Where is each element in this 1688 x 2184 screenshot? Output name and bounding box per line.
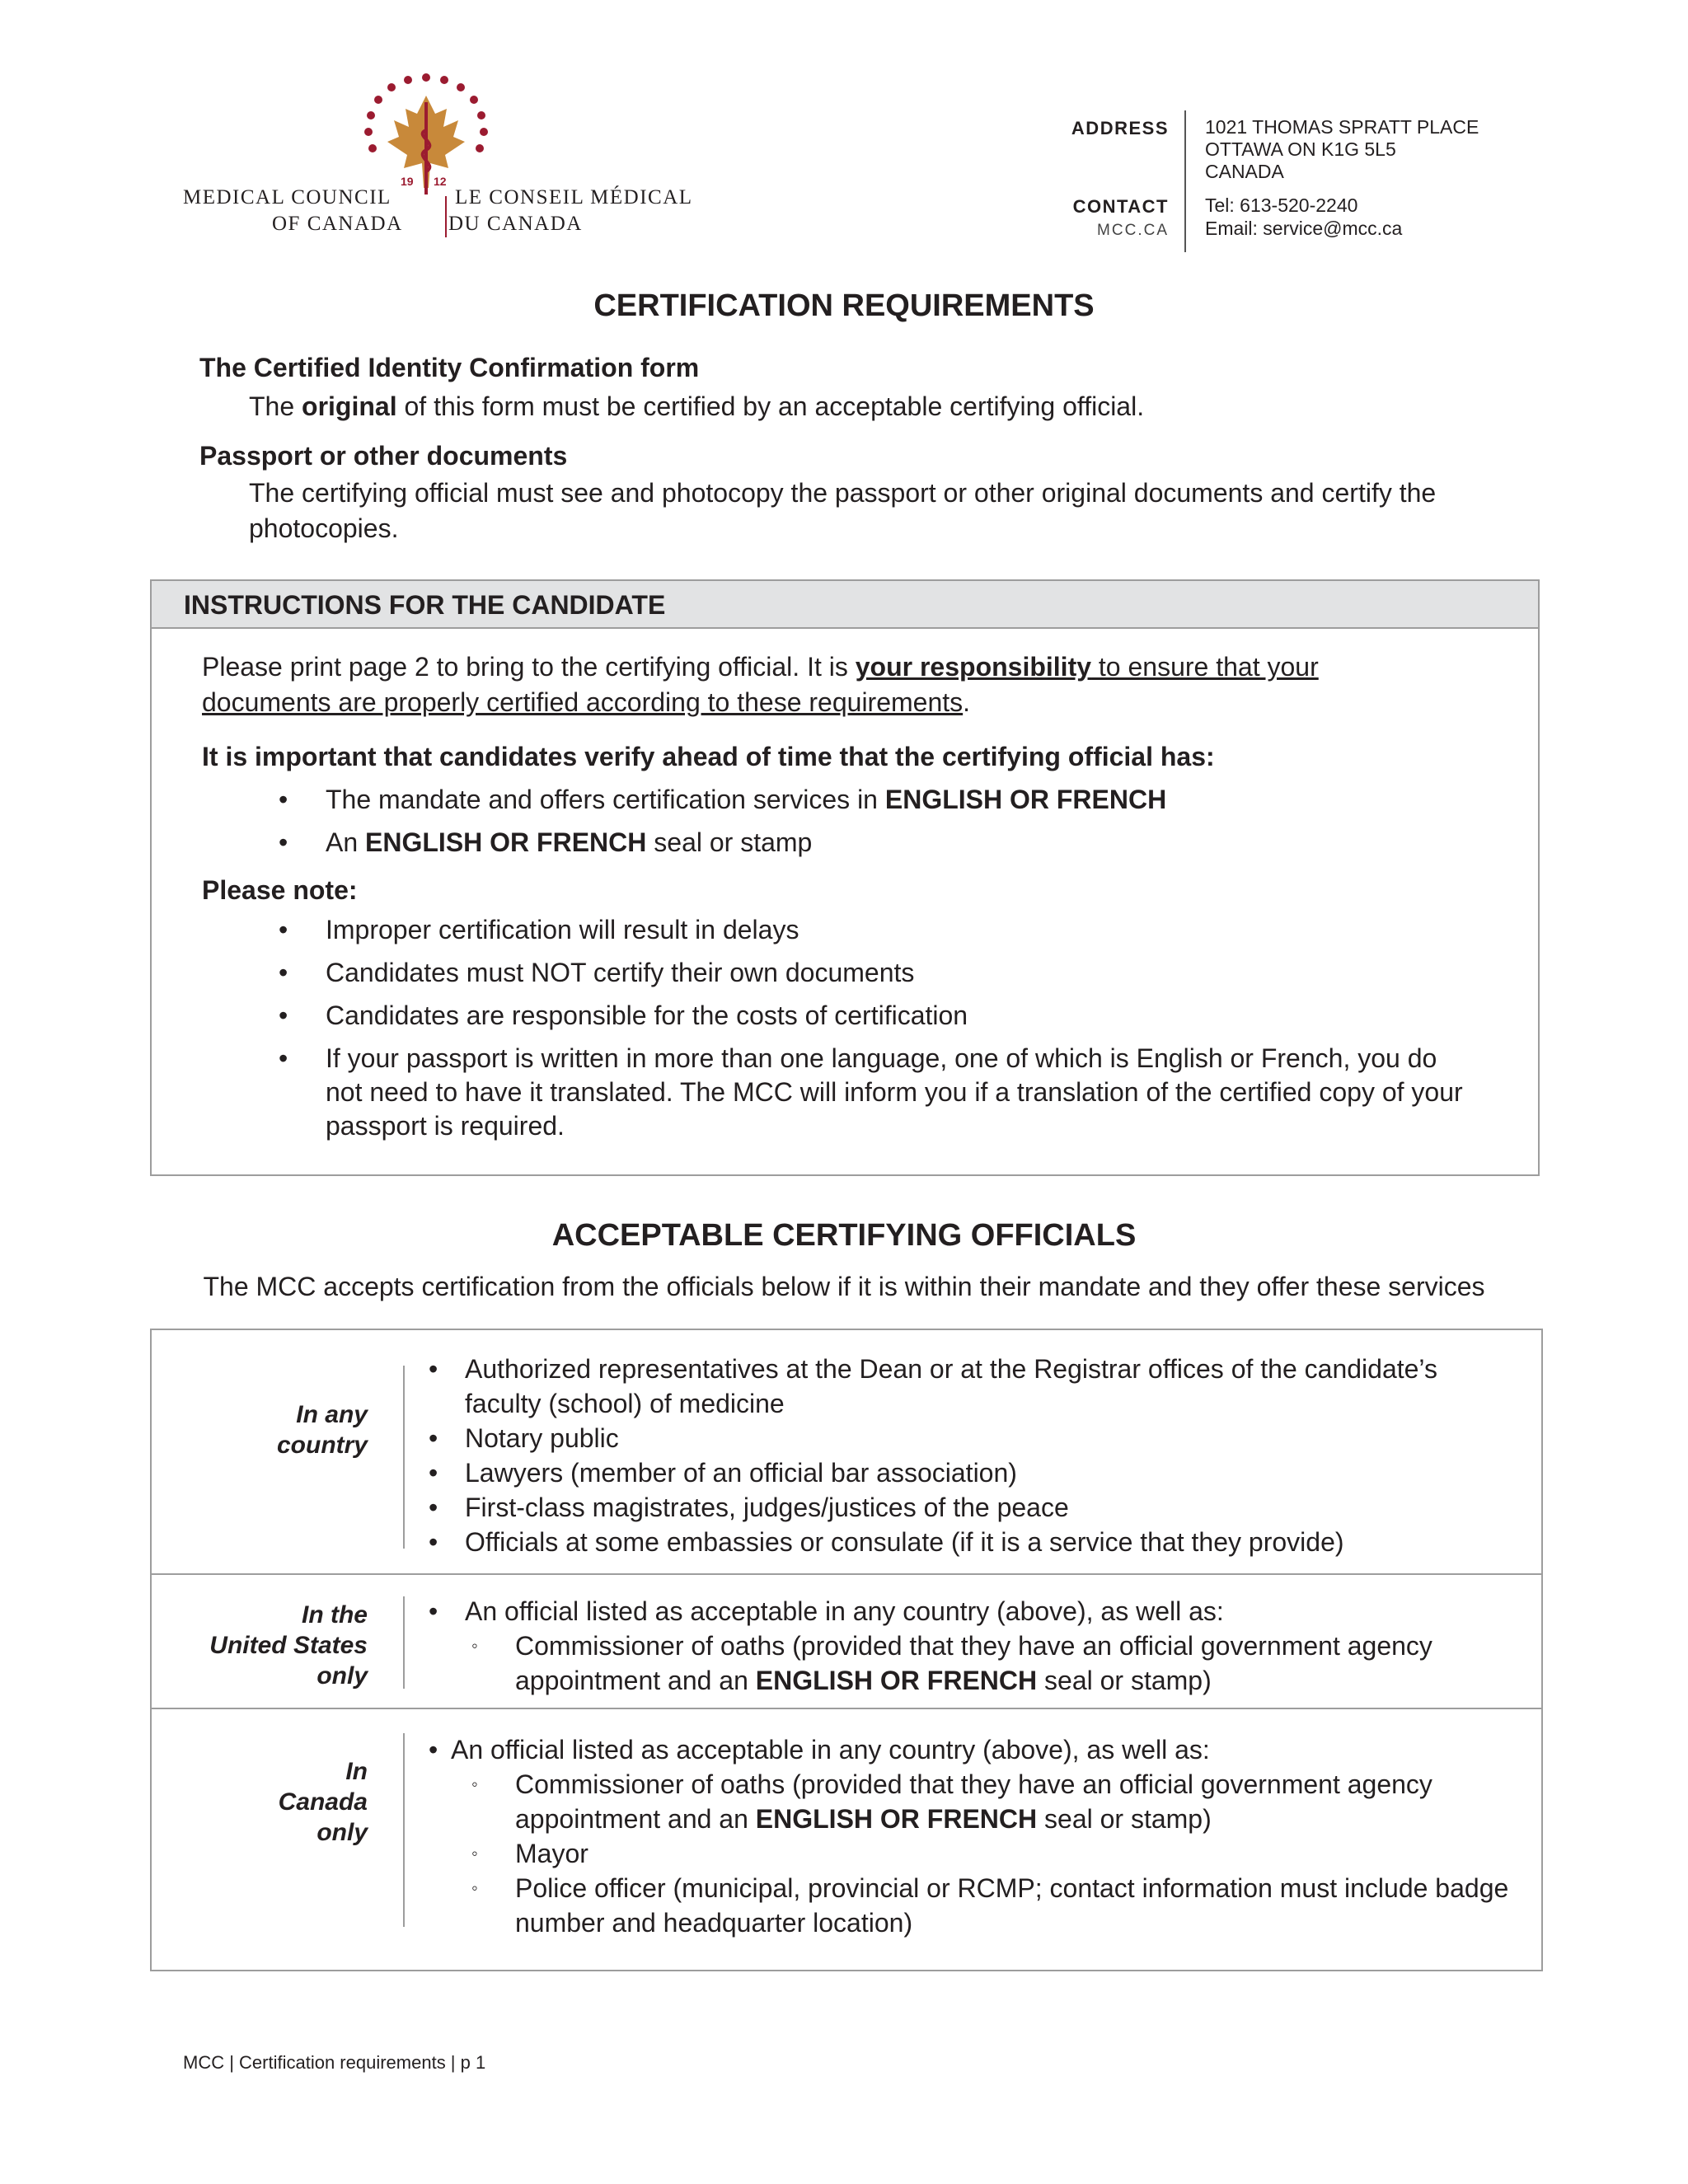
instructions-heading: INSTRUCTIONS FOR THE CANDIDATE: [184, 590, 666, 620]
note-item-3: Candidates are responsible for the costs of certification: [326, 1001, 968, 1030]
form-text-after: of this form must be certified by an acceptable certifying official.: [396, 391, 1145, 421]
logo-year-right: 12: [434, 175, 447, 188]
official-item-text: Authorized representatives at the Dean or at the Registrar offices of the candidate’s faculty (school) of medicine: [465, 1354, 1437, 1418]
verify-item-2-bold: ENGLISH OR FRENCH: [365, 827, 647, 857]
page-footer: MCC | Certification requirements | p 1: [183, 2052, 486, 2073]
official-item-text: First-class magistrates, judges/justices of the peace: [465, 1493, 1069, 1522]
bullet-icon: •: [429, 1596, 438, 1626]
contact-label: CONTACT: [1072, 196, 1169, 217]
official-sub-item-text: [515, 1629, 1518, 1698]
row-divider: [403, 1366, 405, 1549]
us-sub-after: seal or stamp): [1037, 1666, 1212, 1695]
bullet-icon: •: [429, 1458, 438, 1488]
mcc-logo: [183, 73, 693, 246]
official-sub-item: [422, 1871, 1518, 1940]
logo-name-fr-line2: DU CANADA: [448, 213, 583, 235]
canada-sub1-bold: ENGLISH OR FRENCH: [755, 1804, 1038, 1834]
bullet-icon: •: [279, 1043, 288, 1073]
canada-sub1-after: seal or stamp): [1037, 1804, 1212, 1834]
any-country-list: [422, 1352, 1518, 1559]
sub-bullet-icon: ◦: [471, 1635, 478, 1656]
intro-bold-responsibility: your responsibility: [855, 652, 1092, 682]
official-item: [422, 1352, 1518, 1421]
official-item: [422, 1525, 1518, 1559]
address-label: ADDRESS: [1071, 118, 1169, 138]
note-item-2: Candidates must NOT certify their own documents: [326, 958, 915, 987]
contact-email[interactable]: Email: service@mcc.ca: [1205, 218, 1403, 239]
region-united-states: [165, 1600, 368, 1691]
official-item: [422, 1490, 1518, 1525]
instructions-intro-line2: [202, 685, 970, 720]
region-us-line2: United States: [209, 1632, 368, 1659]
bullet-icon: •: [429, 1527, 438, 1557]
official-item-text: Lawyers (member of an official bar association): [465, 1458, 1017, 1488]
official-sub-item: [422, 1767, 1518, 1836]
logo-year-left: 19: [401, 175, 414, 188]
verify-item-2: [326, 826, 812, 860]
logo-divider: [445, 196, 447, 237]
officials-title: ACCEPTABLE CERTIFYING OFFICIALS: [551, 1218, 1137, 1253]
verify-heading: It is important that candidates verify ahead of time that the certifying official has:: [202, 742, 1215, 771]
verify-item-2-text: An: [326, 827, 366, 857]
verify-item-2-after: seal or stamp: [646, 827, 813, 857]
row-separator: [152, 1708, 1541, 1709]
official-sub-item: [422, 1836, 1518, 1871]
verify-item-1-text: The mandate and offers certification services in: [326, 785, 885, 814]
note-heading: Please note:: [202, 875, 358, 905]
bullet-icon: •: [279, 1001, 288, 1030]
form-text-before: The: [249, 391, 302, 421]
row-separator: [152, 1573, 1541, 1575]
official-item: [422, 1594, 1518, 1629]
us-sub-bold: ENGLISH OR FRENCH: [755, 1666, 1038, 1695]
region-any-country-line1: In any: [296, 1401, 368, 1428]
official-sub-item-text: Police officer (municipal, provincial or RCMP; contact information must include badge number and headquarter location): [515, 1873, 1509, 1938]
intro-period: .: [963, 687, 971, 717]
bullet-icon: •: [429, 1354, 438, 1384]
official-sub-item: [422, 1629, 1518, 1698]
note-item-1: Improper certification will result in delays: [326, 915, 799, 944]
sub-bullet-icon: ◦: [471, 1774, 478, 1794]
bullet-icon: •: [279, 785, 288, 814]
us-sub-before: Commissioner of oaths (provided that they have an official government agency appointment and an: [515, 1631, 1432, 1695]
region-us-line3: only: [316, 1662, 368, 1690]
intro-line2: documents are properly certified according to these requirements: [202, 687, 964, 717]
row-divider: [403, 1733, 405, 1927]
intro-part1: Please print page 2 to bring to the certifying official. It is: [202, 652, 856, 682]
address-line-3: CANADA: [1205, 161, 1284, 182]
bullet-icon: •: [279, 958, 288, 987]
bullet-icon: •: [429, 1735, 438, 1765]
official-sub-item-text: [515, 1767, 1518, 1836]
form-heading: The Certified Identity Confirmation form: [199, 353, 700, 382]
address-divider: [1184, 110, 1186, 252]
sub-bullet-icon: ◦: [471, 1843, 478, 1863]
official-item: [422, 1421, 1518, 1455]
officials-subtitle: The MCC accepts certification from the officials below if it is within their mandate and they offer these services: [203, 1272, 1485, 1301]
address-line-2: OTTAWA ON K1G 5L5: [1205, 138, 1396, 160]
region-any-country: [165, 1399, 368, 1460]
official-item-text: An official listed as acceptable in any country (above), as well as:: [465, 1596, 1224, 1626]
passport-heading: Passport or other documents: [199, 441, 568, 471]
passport-text: The certifying official must see and photocopy the passport or other original documents and certify the photocopies.: [249, 478, 1437, 543]
bullet-icon: •: [279, 827, 288, 857]
certification-title: CERTIFICATION REQUIREMENTS: [593, 288, 1095, 323]
maple-leaf-caduceus-icon: [348, 73, 504, 196]
address-block: [1205, 116, 1479, 183]
row-divider: [403, 1596, 405, 1689]
us-list: [422, 1594, 1518, 1698]
contact-tel: Tel: 613-520-2240: [1205, 194, 1358, 216]
verify-item-1-bold: ENGLISH OR FRENCH: [884, 785, 1167, 814]
official-item-text: An official listed as acceptable in any country (above), as well as:: [451, 1735, 1210, 1765]
bullet-icon: •: [429, 1423, 438, 1453]
canada-list: [422, 1732, 1518, 1940]
region-canada-line3: only: [316, 1819, 368, 1846]
region-canada: [165, 1756, 368, 1848]
verify-item-1: [326, 783, 1166, 817]
logo-name-fr-line1: LE CONSEIL MÉDICAL: [455, 186, 693, 209]
region-canada-line1: In: [345, 1758, 368, 1785]
logo-name-en-line1: MEDICAL COUNCIL: [183, 186, 392, 209]
region-us-line1: In the: [302, 1601, 368, 1629]
canada-sub1-before: Commissioner of oaths (provided that they have an official government agency appointment and an: [515, 1769, 1432, 1834]
official-item-text: Notary public: [465, 1423, 619, 1453]
region-any-country-line2: country: [276, 1432, 368, 1459]
instructions-intro-line1: [202, 649, 1319, 685]
bullet-icon: •: [279, 915, 288, 944]
address-line-1: 1021 THOMAS SPRATT PLACE: [1205, 116, 1479, 138]
region-canada-line2: Canada: [278, 1788, 368, 1816]
bullet-icon: •: [429, 1493, 438, 1522]
form-text: [249, 389, 1144, 424]
intro-part2: to ensure that your: [1091, 652, 1319, 682]
official-item-text: Officials at some embassies or consulate (if it is a service that they provide): [465, 1527, 1344, 1557]
contact-site[interactable]: MCC.CA: [1097, 222, 1169, 239]
note-item-4: If your passport is written in more than one language, one of which is English or French, you do not need to have it translated. The MCC will inform you if a translation of the certified copy of your passport is required.: [326, 1043, 1463, 1141]
logo-name-en-line2: OF CANADA: [272, 213, 403, 235]
official-sub-item-text: Mayor: [515, 1839, 588, 1868]
form-text-bold: original: [302, 391, 397, 421]
sub-bullet-icon: ◦: [471, 1877, 478, 1898]
official-item: [422, 1455, 1518, 1490]
official-item: [422, 1732, 1518, 1767]
